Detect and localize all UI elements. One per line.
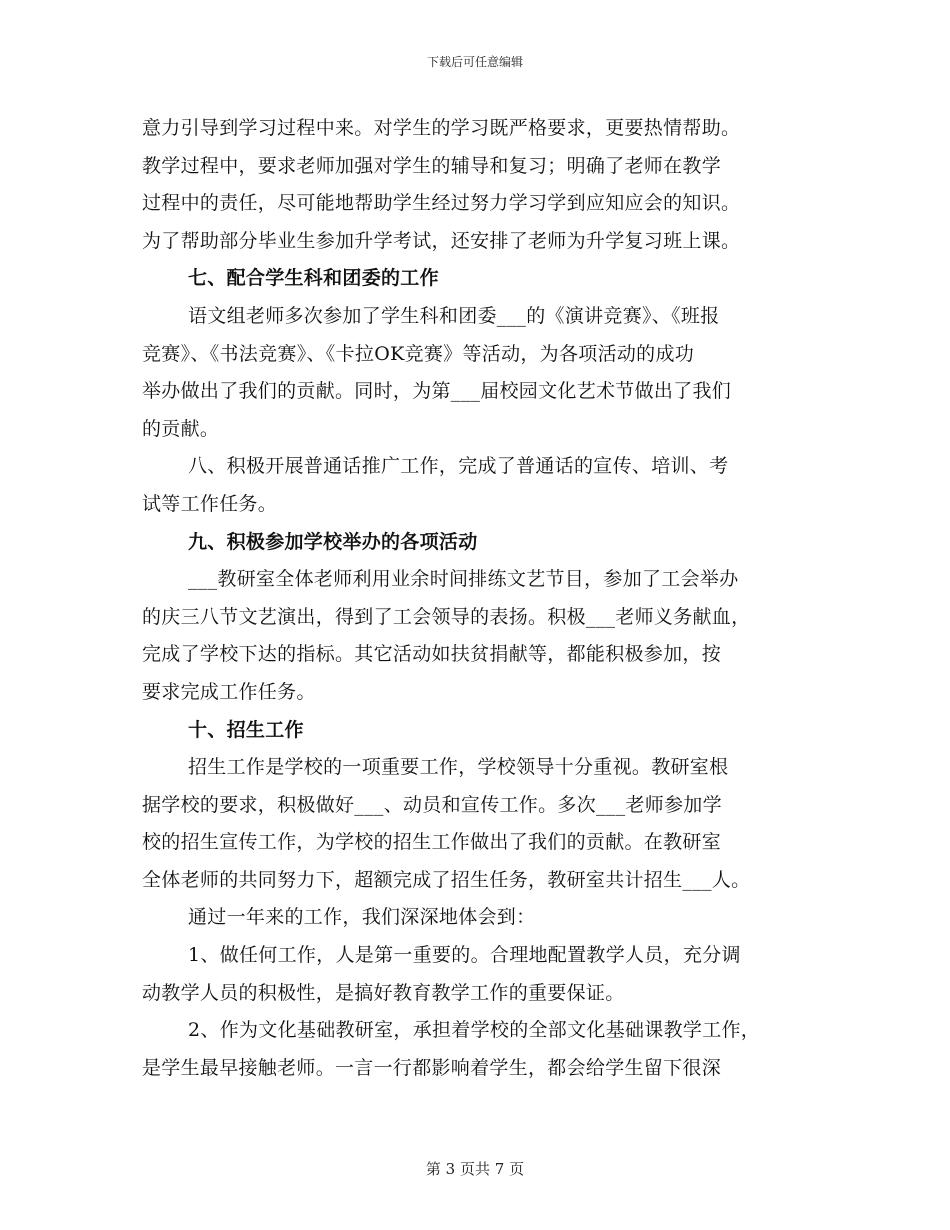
text-line: 意力引导到学习过程中来。对学生的学习既严格要求，更要热情帮助。 [142, 117, 741, 139]
text-line: 的庆三八节文艺演出，得到了工会领导的表扬。积极___老师义务献血， [142, 605, 751, 628]
section-heading: 十、招生工作 [188, 718, 304, 741]
text-line: 语文组老师多次参加了学生科和团委___的《演讲竞赛》、《班报 [188, 304, 720, 327]
text-line: 的贡献。 [142, 417, 220, 440]
text-line: 为了帮助部分毕业生参加升学考试，还安排了老师为升学复习班上课。 [142, 229, 741, 252]
document-body [142, 110, 822, 1087]
text-line: 过程中的责任，尽可能地帮助学生经过努力学习学到应知应会的知识。 [142, 192, 741, 215]
text-line: 完成了学校下达的指标。其它活动如扶贫捐献等，都能积极参加，按 [142, 643, 722, 666]
text-line: 举办做出了我们的贡献。同时，为第___届校园文化艺术节做出了我们 [142, 380, 732, 403]
text-line: 2、作为文化基础教研室，承担着学校的全部文化基础课教学工作， [188, 1019, 761, 1042]
section-heading: 九、积极参加学校举办的各项活动 [188, 530, 478, 553]
text-line: 据学校的要求，积极做好___、动员和宣传工作。多次___老师参加学 [142, 793, 722, 816]
text-line: 竞赛》、《书法竞赛》、《卡拉OK竞赛》等活动，为各项活动的成功 [142, 342, 695, 365]
page-header: 下载后可任意编辑 [426, 55, 523, 69]
text-line: 通过一年来的工作，我们深深地体会到： [188, 906, 536, 929]
text-line: 教学过程中，要求老师加强对学生的辅导和复习；明确了老师在教学 [142, 154, 722, 177]
text-line: 是学生最早接触老师。一言一行都影响着学生，都会给学生留下很深 [142, 1056, 722, 1079]
text-line: 要求完成工作任务。 [142, 680, 316, 703]
text-line: 招生工作是学校的一项重要工作，学校领导十分重视。教研室根 [188, 756, 729, 779]
section-heading: 七、配合学生科和团委的工作 [188, 267, 439, 290]
text-line: 试等工作任务。 [142, 492, 278, 515]
page-footer: 第 3 页共 7 页 [425, 1160, 525, 1178]
text-line: 动教学人员的积极性，是搞好教育教学工作的重要保证。 [142, 981, 625, 1004]
text-line: 八、积极开展普通话推广工作，完成了普通话的宣传、培训、考 [188, 455, 729, 478]
text-line: 全体老师的共同努力下，超额完成了招生任务，教研室共计招生___人。 [142, 868, 751, 891]
text-line: 校的招生宣传工作，为学校的招生工作做出了我们的贡献。在教研室 [142, 831, 722, 854]
text-line: ___教研室全体老师利用业余时间排练文艺节目，参加了工会举办 [188, 568, 739, 591]
text-line: 1、做任何工作，人是第一重要的。合理地配置教学人员，充分调 [188, 944, 741, 967]
